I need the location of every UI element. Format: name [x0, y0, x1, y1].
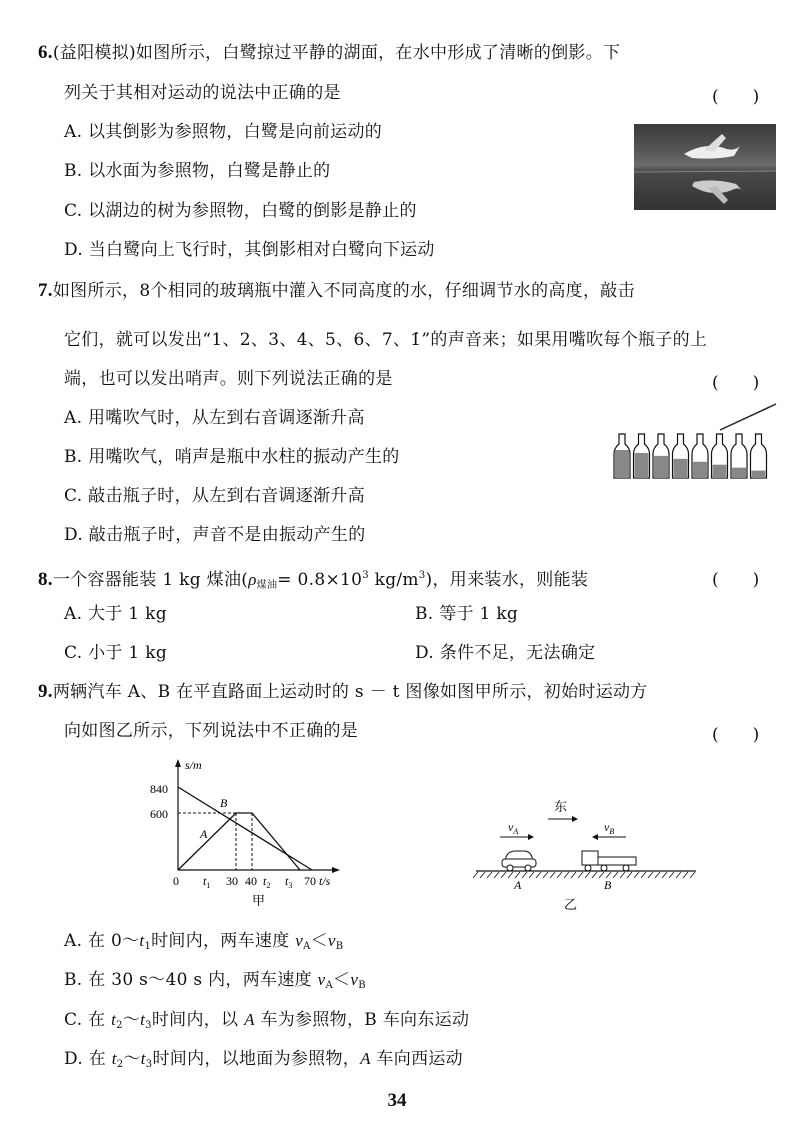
car-a-label: A: [514, 878, 522, 892]
bottle-water: [635, 453, 649, 478]
q9b-pre: B. 在 30 s～40 s 内，两车速度: [64, 970, 318, 990]
q7-stem-line1: 如图所示，8个相同的玻璃瓶中灌入不同高度的水，仔细调节水的高度，敲击: [52, 281, 635, 301]
y-axis-label: s/m: [185, 758, 202, 772]
truck-b: [582, 851, 636, 871]
q8-rho: ρ: [248, 570, 257, 589]
q6-line1: [38, 42, 620, 64]
hatch-line: [522, 872, 527, 878]
q9c-s1: 2: [116, 1020, 123, 1031]
q8-line1: [38, 565, 588, 597]
x-tick-70: 70: [304, 874, 316, 888]
hatch-line: [473, 872, 478, 878]
q8-exp2: 3: [418, 570, 426, 581]
hatch-line: [501, 872, 506, 878]
egret-photo: [634, 124, 776, 210]
hatch-line: [508, 872, 513, 878]
q6-line2: 列关于其相对运动的说法中正确的是: [64, 83, 341, 103]
q9d-pre: D. 在: [64, 1049, 112, 1069]
va-var: v: [508, 820, 514, 834]
va-label: [508, 820, 518, 836]
hatch-line: [634, 872, 639, 878]
q9c-rel: 时间内，以: [151, 1010, 245, 1030]
q8-stem-d: )，用来装水，则能装: [425, 570, 589, 590]
t3-var: t: [285, 874, 289, 888]
q8-number: 8.: [38, 569, 53, 590]
hatch-line: [683, 872, 688, 878]
q8-option-b: B. 等于 1 kg: [415, 604, 519, 624]
hatch-line: [578, 872, 583, 878]
bottle-water: [693, 462, 707, 478]
q9-answer-blank: ( ): [712, 725, 760, 745]
hatch-line: [529, 872, 534, 878]
t3-sub: 3: [288, 881, 293, 890]
q9d-s1: 2: [116, 1059, 124, 1070]
x-axis-arrow: [332, 867, 340, 873]
label-b: B: [220, 796, 228, 810]
vb-label: [604, 820, 614, 836]
hatch-line: [641, 872, 646, 878]
q7-option-d: D. 敲击瓶子时，声音不是由振动产生的: [64, 525, 366, 545]
q9d-v3: A: [360, 1049, 371, 1068]
q8-option-a: A. 大于 1 kg: [64, 604, 167, 624]
q9a-s3: B: [335, 941, 344, 952]
q6-option-d: D. 当白鹭向上飞行时，其倒影相对白鹭向下运动: [64, 240, 435, 260]
striking-stick: [720, 404, 776, 430]
q9c-mid: ～: [122, 1010, 141, 1030]
bottle-water: [674, 459, 688, 478]
q7-line1: [38, 280, 635, 302]
hatch-line: [550, 872, 555, 878]
east-label: 东: [554, 799, 568, 814]
q9a-v3: v: [327, 931, 336, 950]
page-number: 34: [387, 1090, 407, 1111]
q9a-v2: v: [295, 931, 304, 950]
car-b-label: B: [604, 878, 612, 892]
q6-option-b: B. 以水面为参照物，白鹭是静止的: [64, 161, 331, 181]
hatch-line: [662, 872, 667, 878]
vb-var: v: [604, 820, 610, 834]
q9b-s2: B: [358, 980, 366, 991]
q8-answer-blank: ( ): [712, 570, 760, 590]
hatch-line: [669, 872, 674, 878]
q9-number: 9.: [38, 681, 53, 702]
q9-option-a: [64, 930, 343, 958]
line-b: [178, 813, 300, 870]
va-sub: A: [513, 827, 519, 836]
vb-sub: B: [609, 827, 615, 836]
bottle-water: [615, 450, 629, 478]
x-tick-30: 30: [226, 874, 238, 888]
q9-line2: 向如图乙所示，下列说法中不正确的是: [64, 721, 359, 741]
q9-stem-line1: 两辆汽车 A、B 在平直路面上运动时的 s － t 图像如图甲所示，初始时运动方: [52, 682, 648, 702]
q8-option-c: C. 小于 1 kg: [64, 643, 168, 663]
q8-stem-b: = 0.8×10: [277, 570, 363, 590]
q9c-v2: t: [140, 1010, 146, 1029]
q9d-rel: 时间内，以地面为参照物，: [152, 1049, 361, 1069]
t2-var: t: [263, 874, 267, 888]
va-arrow-head: [528, 834, 534, 840]
q9c-post: 车为参照物，B 车向东运动: [254, 1010, 470, 1030]
bottle-water: [732, 468, 746, 478]
q9b-v1: v: [317, 970, 326, 989]
bottle-water: [752, 471, 766, 478]
q9d-v2: t: [140, 1049, 146, 1068]
bottle-water: [713, 465, 727, 478]
y-tick-840: 840: [150, 782, 168, 796]
road-hatching: [473, 872, 695, 878]
hatch-line: [557, 872, 562, 878]
q9-option-c: [64, 1009, 469, 1037]
q8-exp1: 3: [362, 570, 369, 581]
q9a-v1: t: [139, 931, 145, 950]
q9c-v1: t: [111, 1010, 117, 1029]
q6-option-c: C. 以湖边的树为参照物，白鹭的倒影是静止的: [64, 201, 417, 221]
q8-stem-a: 一个容器能装 1 kg 煤油(: [52, 570, 249, 590]
bottle-water: [654, 456, 668, 478]
hatch-line: [613, 872, 618, 878]
hatch-line: [676, 872, 681, 878]
st-graph: [140, 755, 370, 915]
hatch-line: [648, 872, 653, 878]
line-a: [178, 787, 312, 870]
q9c-s2: 3: [145, 1020, 152, 1031]
q7-option-b: B. 用嘴吹气，哨声是瓶中水柱的振动产生的: [64, 447, 400, 467]
x-axis-label-text: t/s: [319, 874, 331, 888]
hatch-line: [655, 872, 660, 878]
hatch-line: [627, 872, 632, 878]
t2-sub: 2: [266, 881, 271, 890]
q6-answer-blank: ( ): [712, 87, 760, 107]
hatch-line: [536, 872, 541, 878]
bottle-group: [614, 434, 767, 478]
q9b-mid: ＜: [333, 970, 351, 990]
q9-line1: [38, 681, 648, 703]
q7-option-a: A. 用嘴吹气时，从左到右音调逐渐升高: [64, 408, 365, 428]
q9c-v3: A: [244, 1010, 255, 1029]
hatch-line: [543, 872, 548, 878]
origin-label: 0: [173, 874, 179, 888]
x-tick-t3: [285, 874, 292, 890]
label-a: A: [200, 827, 208, 841]
scene-caption: 乙: [564, 897, 578, 912]
q9a-mid: 时间内，两车速度: [151, 931, 296, 951]
hatch-line: [620, 872, 625, 878]
hatch-line: [690, 872, 695, 878]
y-axis-arrow: [175, 759, 181, 767]
q9a-pre: A. 在 0～: [64, 931, 140, 951]
q7-line3: 端，也可以发出哨声。则下列说法正确的是: [64, 369, 393, 389]
egret-illustration: [634, 124, 776, 210]
hatch-line: [592, 872, 597, 878]
hatch-line: [494, 872, 499, 878]
hatch-line: [585, 872, 590, 878]
q7-number: 7.: [38, 280, 53, 301]
east-arrow-head: [572, 816, 578, 822]
graph-caption: 甲: [252, 893, 266, 908]
road-scene: [470, 795, 710, 915]
hatch-line: [571, 872, 576, 878]
vb-arrow-head: [592, 834, 598, 840]
q7-option-c: C. 敲击瓶子时，从左到右音调逐渐升高: [64, 486, 365, 506]
q7-line2: 它们，就可以发出“1、2、3、4、5、6、7、1̇”的声音来；如果用嘴吹每个瓶子的上: [64, 330, 708, 350]
x-tick-t2: [263, 874, 270, 890]
y-tick-600: 600: [150, 807, 168, 821]
q9b-v2: v: [350, 970, 359, 989]
q8-option-d: D. 条件不足，无法确定: [415, 643, 596, 663]
car-a: [502, 851, 536, 871]
q6-number: 6.: [38, 42, 53, 63]
q9a-s1: 1: [144, 941, 152, 952]
q9c-pre: C. 在: [64, 1010, 112, 1030]
q9a-s2: A: [303, 941, 311, 952]
q9d-v1: t: [111, 1049, 117, 1068]
q6-stem-line1: (益阳模拟)如图所示，白鹭掠过平静的湖面，在水中形成了清晰的倒影。下: [52, 43, 621, 63]
x-tick-t1: [203, 874, 210, 890]
hatch-line: [480, 872, 485, 878]
q8-stem-c: kg/m: [368, 570, 419, 590]
q9d-post: 车向西运动: [370, 1049, 463, 1069]
q9-option-b: [64, 969, 366, 997]
q9b-s1: A: [325, 980, 334, 991]
x-axis-label: [319, 874, 331, 888]
bottles-figure: [610, 400, 780, 480]
q9a-rel: ＜: [310, 931, 328, 951]
hatch-line: [564, 872, 569, 878]
q9-option-d: [64, 1048, 463, 1076]
q8-rho-sub: 煤油: [256, 580, 278, 591]
q7-answer-blank: ( ): [712, 373, 760, 393]
hatch-line: [487, 872, 492, 878]
t1-sub: 1: [206, 881, 211, 890]
q9d-s2: 3: [145, 1059, 153, 1070]
q9d-mid: ～: [123, 1049, 141, 1069]
q6-option-a: A. 以其倒影为参照物，白鹭是向前运动的: [64, 122, 383, 142]
t1-var: t: [203, 874, 207, 888]
x-tick-40: 40: [245, 874, 257, 888]
